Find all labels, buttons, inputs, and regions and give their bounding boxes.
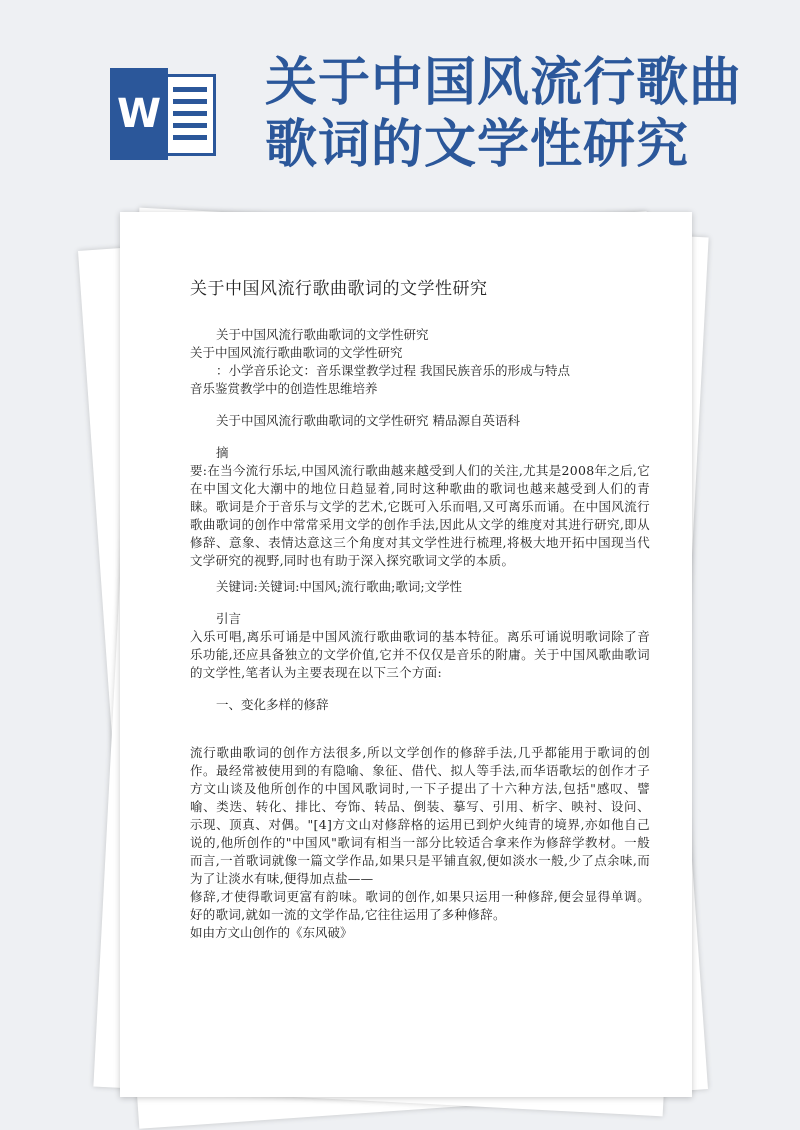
text-line: 关于中国风流行歌曲歌词的文学性研究 精品源自英语科	[216, 413, 520, 428]
abstract-paragraph: 要:在当今流行乐坛,中国风流行歌曲越来越受到人们的关注,尤其是2008年之后,它在中国文化大潮中的地位日趋显着,同时这种歌曲的歌词也越来越受到人们的青睐。歌词是介于音乐与文学的艺术,它既可入乐而唱,又可离乐而诵。在中国风流行歌曲歌词的创作中常常采用文学的创作手法,因此从文学的维度对其进行研究,即从修辞、意象、表情达意这三个角度对其文学性进行梳理,将极大地开拓中国现当代文学研究的视野,同时也有助于深入探究歌词文学的本质。	[190, 463, 650, 568]
intro-heading: 引言	[216, 611, 242, 626]
banner-title: 关于中国风流行歌曲歌词的文学性研究	[265, 52, 743, 175]
intro-paragraph: 入乐可唱,离乐可诵是中国风流行歌曲歌词的基本特征。离乐可诵说明歌词除了音乐功能,还应具备独立的文学价值,它并不仅仅是音乐的附庸。关于中国风歌曲歌词的文学性,笔者认为主要表现在以下三个方面:	[190, 629, 650, 680]
keywords-line: 关键词:关键词:中国风;流行歌曲;歌词;文学性	[216, 579, 463, 594]
text-line: 音乐鉴赏教学中的创造性思维培养	[190, 381, 378, 396]
banner	[0, 0, 800, 220]
word-badge: W	[110, 68, 168, 160]
body-paragraph: 修辞,才使得歌词更富有韵味。歌词的创作,如果只运用一种修辞,便会显得单调。好的歌词,就如一流的文学作品,它往往运用了多种修辞。	[190, 889, 650, 922]
text-line: ：小学音乐论文：音乐课堂教学过程 我国民族音乐的形成与特点	[216, 363, 570, 378]
word-document-icon	[110, 68, 220, 160]
abstract-label: 摘	[216, 445, 229, 460]
body-paragraph: 流行歌曲歌词的创作方法很多,所以文学创作的修辞手法,几乎都能用于歌词的创作。最经常被使用到的有隐喻、象征、借代、拟人等手法,而华语歌坛的创作才子方文山谈及他所创作的中国风歌词时,一下子提出了十六种方法,包括"感叹、譬喻、类迭、转化、排比、夸饰、转品、倒装、摹写、引用、析字、映衬、设问、示现、顶真、对偶。"[4]方文山对修辞格的运用已到炉火纯青的境界,亦如他自己说的,他所创作的"中国风"歌词有相当一部分比较适合拿来作为修辞学教材。一般而言,一首歌词就像一篇文学作品,如果只是平铺直叙,便如淡水一般,少了点余味,而为了让淡水有味,便得加点盐——	[190, 745, 650, 886]
document-body	[190, 280, 650, 942]
body-paragraph: 如由方文山创作的《东风破》	[190, 925, 353, 940]
text-line: 关于中国风流行歌曲歌词的文学性研究	[216, 327, 429, 342]
text-line: 关于中国风流行歌曲歌词的文学性研究	[190, 345, 403, 360]
section-heading: 一、变化多样的修辞	[216, 697, 329, 712]
document-title: 关于中国风流行歌曲歌词的文学性研究	[190, 279, 488, 299]
document-page	[120, 212, 692, 1097]
